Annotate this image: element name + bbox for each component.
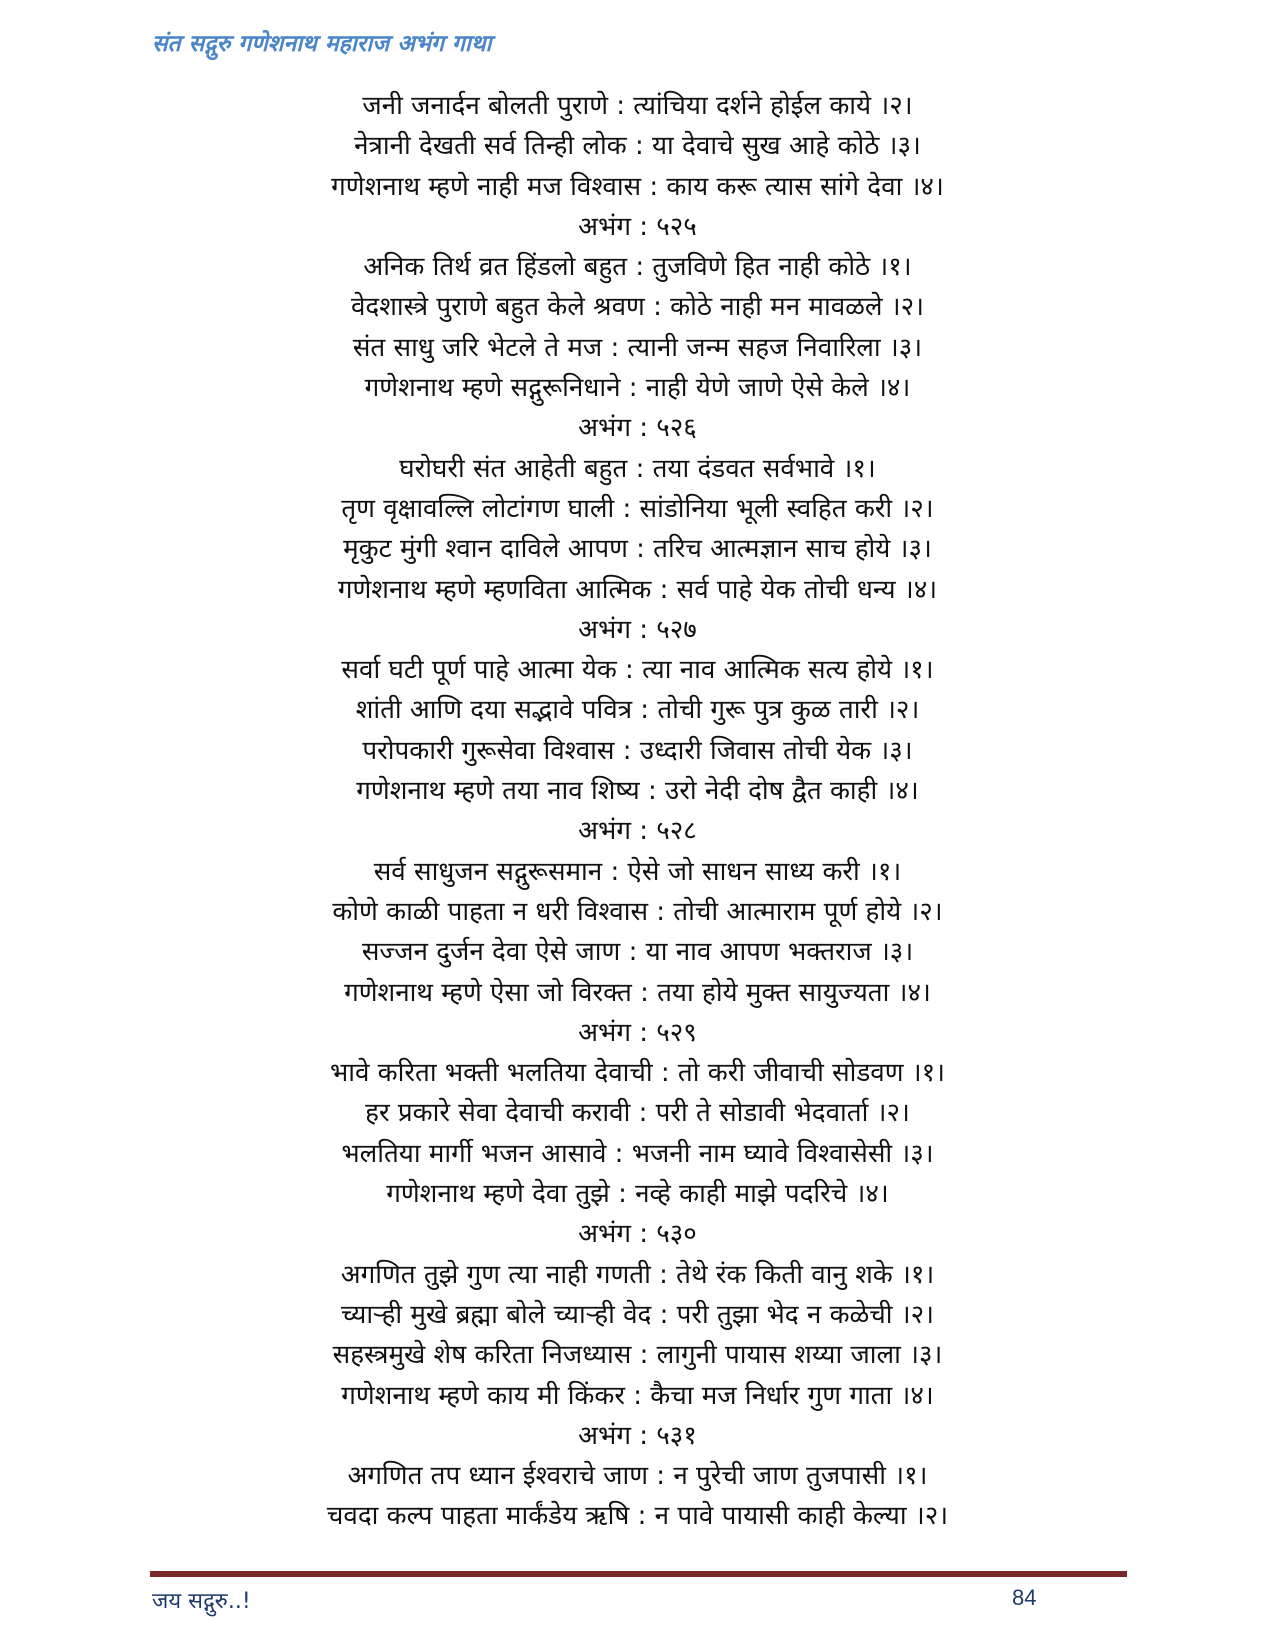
- abhang-heading: अभंग : ५३०: [578, 1219, 697, 1250]
- verse-line: नेत्रानी देखती सर्व तिन्ही लोक : या देवाचे सुख आहे कोठे ।३।: [354, 131, 921, 162]
- verse-column: [150, 86, 1125, 1537]
- verse-line: हर प्रकारे सेवा देवाची करावी : परी ते सोडावी भेदवार्ता ।२।: [365, 1098, 910, 1129]
- abhang-heading: अभंग : ५२९: [578, 1017, 697, 1048]
- verse-line: परोपकारी गुरूसेवा विश्वास : उध्दारी जिवास तोची येक ।३।: [362, 735, 913, 766]
- verse-line: अनिक तिर्थ व्रत हिंडलो बहुत : तुजविणे हित नाही कोठे ।१।: [363, 252, 912, 283]
- verse-line: अगणित तुझे गुण त्या नाही गणती : तेथे रंक किती वानु शके ।१।: [340, 1259, 935, 1290]
- verse-line: घरोघरी संत आहेती बहुत : तया दंडवत सर्वभावे ।१।: [399, 453, 876, 484]
- verse-line: गणेशनाथ म्हणे सद्गुरूनिधाने : नाही येणे जाणे ऐसे केले ।४।: [364, 373, 911, 404]
- footer-divider: [150, 1571, 1127, 1577]
- verse-line: गणेशनाथ म्हणे ऐसा जो विरक्त : तया होये मुक्त सायुज्यता ।४।: [344, 977, 931, 1008]
- verse-line: तृण वृक्षावल्लि लोटांगण घाली : सांडोनिया भूली स्वहित करी ।२।: [341, 493, 934, 524]
- verse-line: शांती आणि दया सद्भावे पवित्र : तोची गुरू पुत्र कुळ तारी ।२।: [355, 695, 920, 726]
- verse-line: सर्व साधुजन सद्गुरूसमान : ऐसे जो साधन साध्य करी ।१।: [373, 856, 902, 887]
- verse-line: संत साधु जरि भेटले ते मज : त्यानी जन्म सहज निवारिला ।३।: [352, 332, 923, 363]
- verse-line: सहस्त्रमुखे शेष करिता निजध्यास : लागुनी पायास शय्या जाला ।३।: [332, 1340, 943, 1371]
- verse-line: मृकुट मुंगी श्वान दाविले आपण : तरिच आत्मज्ञान साच होये ।३।: [343, 534, 932, 565]
- verse-line: कोणे काळी पाहता न धरी विश्वास : तोची आत्माराम पूर्ण होये ।२।: [332, 896, 943, 927]
- verse-line: वेदशास्त्रे पुराणे बहुत केले श्रवण : कोठे नाही मन मावळले ।२।: [350, 292, 925, 323]
- verse-line: भलतिया मार्गी भजन आसावे : भजनी नाम घ्यावे विश्वासेसी ।३।: [341, 1138, 934, 1169]
- running-header: संत सद्गुरु गणेशनाथ महाराज अभंग गाथा: [152, 31, 492, 57]
- footer-text: जय सद्गुरु..!: [152, 1589, 251, 1614]
- abhang-heading: अभंग : ५३१: [578, 1420, 697, 1451]
- verse-line: गणेशनाथ म्हणे तया नाव शिष्य : उरो नेदी दोष द्वैत काही ।४।: [356, 776, 919, 807]
- verse-line: जनी जनार्दन बोलती पुराणे : त्यांचिया दर्शने होईल काये ।२।: [362, 91, 913, 121]
- verse-line: गणेशनाथ म्हणे देवा तुझे : नव्हे काही माझे पदरिचे ।४।: [386, 1179, 889, 1210]
- page-number: 84: [1012, 1585, 1037, 1610]
- verse-line: सज्जन दुर्जन देवा ऐसे जाण : या नाव आपण भक्तराज ।३।: [361, 937, 914, 968]
- verse-line: अगणित तप ध्यान ईश्वराचे जाण : न पुरेची जाण तुजपासी ।१।: [347, 1461, 928, 1492]
- verse-line: गणेशनाथ म्हणे म्हणविता आत्मिक : सर्व पाहे येक तोची धन्य ।४।: [337, 574, 938, 605]
- verse-line: गणेशनाथ म्हणे नाही मज विश्वास : काय करू त्यास सांगे देवा ।४।: [331, 171, 944, 202]
- verse-line: सर्वा घटी पूर्ण पाहे आत्मा येक : त्या नाव आत्मिक सत्य होये ।१।: [341, 655, 934, 686]
- verse-line: चवदा कल्प पाहता मार्कंडेय ऋषि : न पावे पायासी काही केल्या ।२।: [326, 1501, 949, 1532]
- verse-line: गणेशनाथ म्हणे काय मी किंकर : कैचा मज निर्धार गुण गाता ।४।: [341, 1380, 934, 1411]
- abhang-heading: अभंग : ५२८: [578, 816, 697, 847]
- abhang-heading: अभंग : ५२७: [578, 614, 697, 645]
- abhang-heading: अभंग : ५२६: [578, 413, 697, 444]
- abhang-heading: अभंग : ५२५: [578, 211, 697, 242]
- verse-line: भावे करिता भक्ती भलतिया देवाची : तो करी जीवाची सोडवण ।१।: [329, 1058, 946, 1089]
- verse-line: च्याऱ्ही मुखे ब्रह्मा बोले च्याऱ्ही वेद : परी तुझा भेद न कळेची ।२।: [340, 1299, 935, 1330]
